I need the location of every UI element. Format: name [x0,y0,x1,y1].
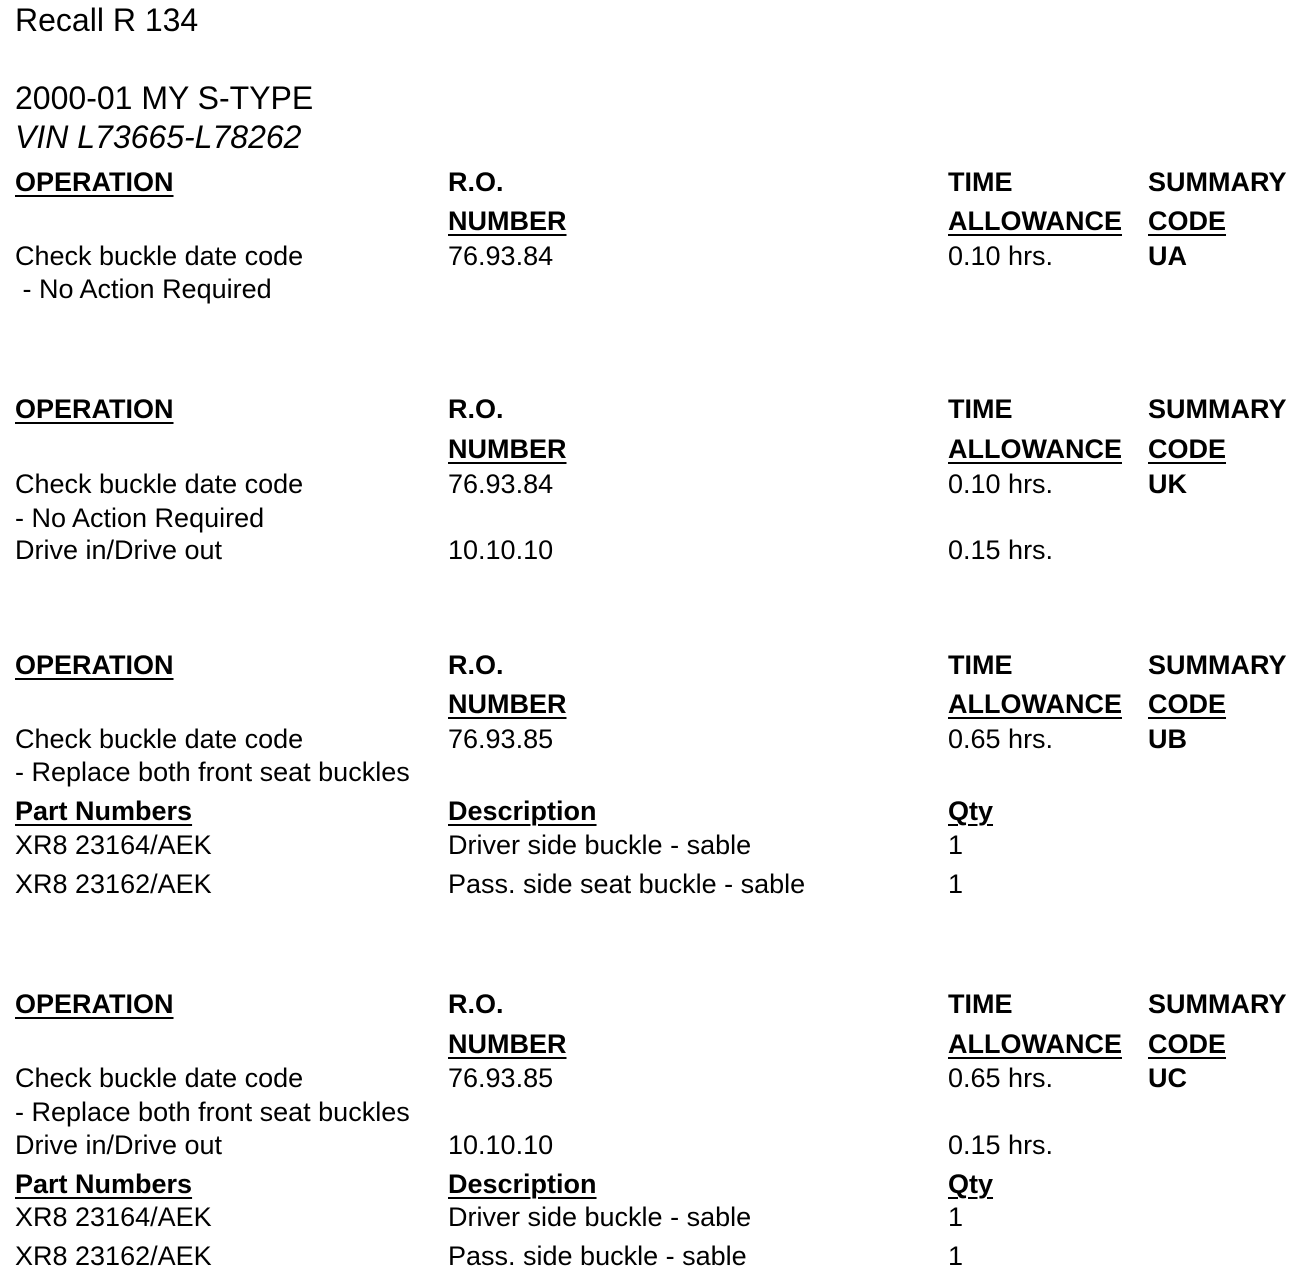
allowance-header: ALLOWANCE [948,434,1122,464]
operation-text: - No Action Required [15,274,272,304]
time-allowance: 0.65 hrs. [948,1063,1054,1093]
time-header: TIME [948,394,1013,424]
ro-header: R.O. [448,989,504,1019]
code-header: CODE [1148,1029,1227,1059]
allowance-header: ALLOWANCE [948,206,1122,236]
time-allowance: 0.10 hrs. [948,469,1054,499]
ro-header: R.O. [448,394,504,424]
operation-header: OPERATION [15,394,174,424]
number-header: NUMBER [448,434,567,464]
summary-header: SUMMARY [1148,989,1287,1019]
recall-title: Recall R 134 [15,2,199,38]
part-number: XR8 23162/AEK [15,1241,212,1271]
number-header: NUMBER [448,1029,567,1059]
ro-number: 76.93.84 [448,241,554,271]
part-description: Pass. side buckle - sable [448,1241,747,1271]
part-description: Pass. side seat buckle - sable [448,869,806,899]
description-header: Description [448,1169,597,1199]
ro-header: R.O. [448,167,504,197]
part-qty: 1 [948,830,964,860]
operation-header: OPERATION [15,650,174,680]
summary-header: SUMMARY [1148,650,1287,680]
number-header: NUMBER [448,206,567,236]
allowance-header: ALLOWANCE [948,1029,1122,1059]
part-description: Driver side buckle - sable [448,1202,752,1232]
ro-number: 10.10.10 [448,535,554,565]
time-header: TIME [948,167,1013,197]
summary-code: UC [1148,1063,1187,1093]
part-number: XR8 23162/AEK [15,869,212,899]
qty-header: Qty [948,1169,994,1199]
part-description: Driver side buckle - sable [448,830,752,860]
model-year: 2000-01 MY S-TYPE [15,80,314,116]
time-allowance: 0.10 hrs. [948,241,1054,271]
part-qty: 1 [948,869,964,899]
qty-header: Qty [948,796,994,826]
time-header: TIME [948,989,1013,1019]
operation-text: Drive in/Drive out [15,535,223,565]
operation-text: - Replace both front seat buckles [15,757,410,787]
ro-number: 76.93.85 [448,1063,554,1093]
operation-text: - No Action Required [15,503,265,533]
allowance-header: ALLOWANCE [948,689,1122,719]
description-header: Description [448,796,597,826]
summary-code: UK [1148,469,1187,499]
summary-header: SUMMARY [1148,394,1287,424]
operation-header: OPERATION [15,989,174,1019]
time-allowance: 0.15 hrs. [948,1130,1054,1160]
code-header: CODE [1148,206,1227,236]
operation-header: OPERATION [15,167,174,197]
time-allowance: 0.15 hrs. [948,535,1054,565]
vin-range: VIN L73665-L78262 [15,119,302,155]
ro-header: R.O. [448,650,504,680]
operation-text: Check buckle date code [15,469,304,499]
number-header: NUMBER [448,689,567,719]
operation-text: Drive in/Drive out [15,1130,223,1160]
operation-text: Check buckle date code [15,724,304,754]
operation-text: Check buckle date code [15,241,304,271]
code-header: CODE [1148,689,1227,719]
part-numbers-header: Part Numbers [15,1169,193,1199]
time-header: TIME [948,650,1013,680]
part-numbers-header: Part Numbers [15,796,193,826]
time-allowance: 0.65 hrs. [948,724,1054,754]
code-header: CODE [1148,434,1227,464]
ro-number: 76.93.84 [448,469,554,499]
part-number: XR8 23164/AEK [15,830,212,860]
ro-number: 76.93.85 [448,724,554,754]
ro-number: 10.10.10 [448,1130,554,1160]
summary-code: UA [1148,241,1187,271]
summary-code: UB [1148,724,1187,754]
part-number: XR8 23164/AEK [15,1202,212,1232]
part-qty: 1 [948,1241,964,1271]
operation-text: Check buckle date code [15,1063,304,1093]
summary-header: SUMMARY [1148,167,1287,197]
operation-text: - Replace both front seat buckles [15,1097,410,1127]
part-qty: 1 [948,1202,964,1232]
